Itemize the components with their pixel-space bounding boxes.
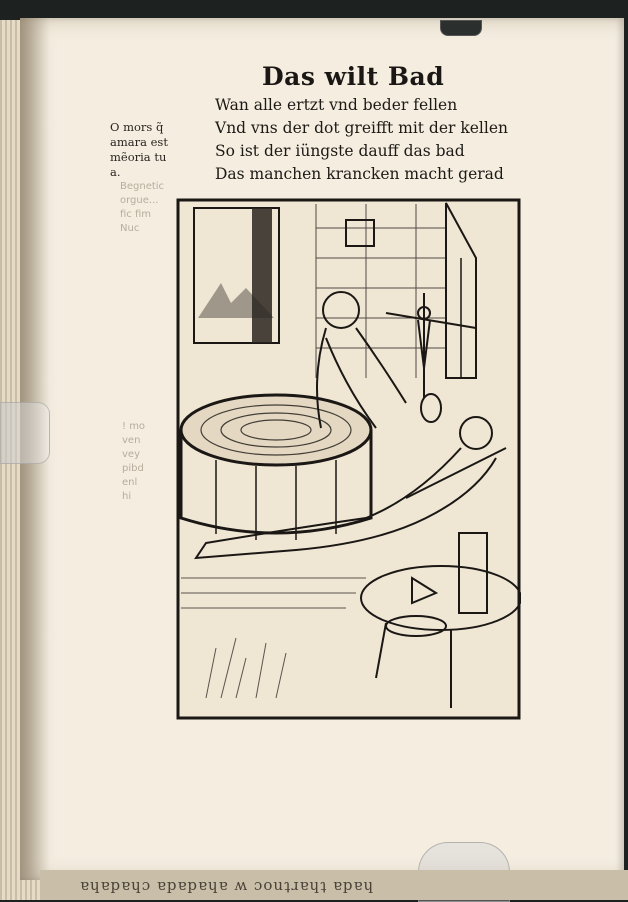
verse-line-1: Wan alle ertzt vnd beder fellen	[215, 96, 458, 114]
page-clip	[0, 402, 50, 464]
margin-note-1: O mors q̃	[110, 120, 164, 134]
woodcut-illustration	[176, 198, 521, 720]
page-title: Das wilt Bad	[262, 62, 445, 91]
verse-line-4: Das manchen krancken macht gerad	[215, 165, 504, 183]
bleed-through-text-lower: ! mo ven vey pibd enl hi	[122, 421, 146, 502]
margin-note-3: mẽoria tu	[110, 150, 167, 164]
verse-line-2: Vnd vns der dot greifft mit der kellen	[215, 119, 508, 137]
bleed-through-text: Begnetic orgue... fic fim Nuc	[120, 181, 165, 234]
book-clasp	[440, 20, 482, 36]
next-page-strip: ɐɥɐpɐɥɔ ɐpɐpɐɥɐ ʍ ɔouʇɹɐɥʇ ɐpɐɥ	[40, 870, 628, 900]
margin-note-2: amara est	[110, 135, 168, 149]
margin-note-4: a.	[110, 165, 121, 179]
verse-line-3: So ist der iüngste dauff das bad	[215, 142, 465, 160]
